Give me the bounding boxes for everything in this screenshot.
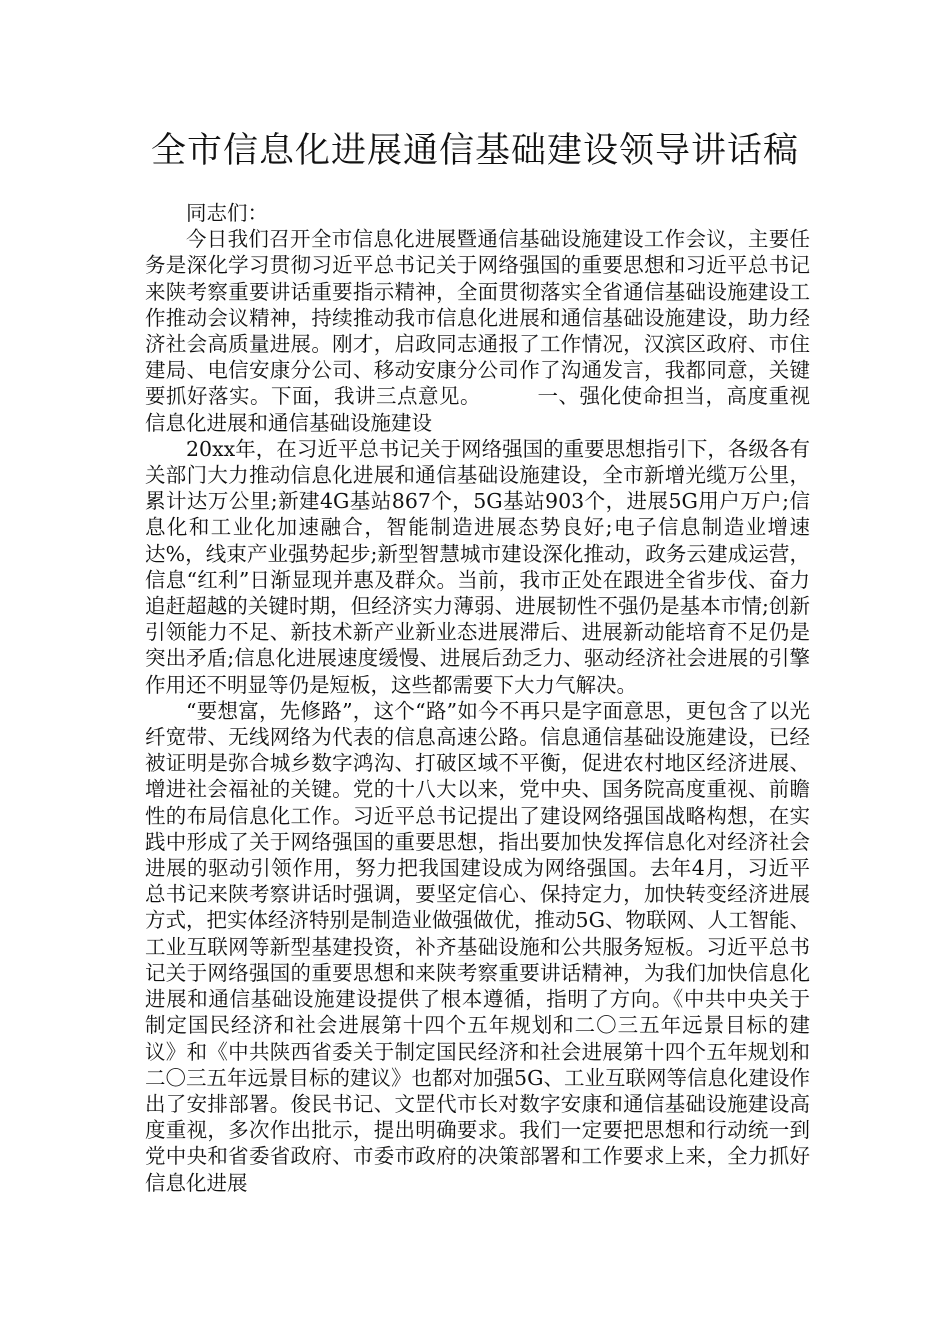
paragraph-intro-text: 今日我们召开全市信息化进展暨通信基础设施建设工作会议，主要任务是深化学习贯彻习近平总书记关于网络强国的重要思想和习近平总书记来陕考察重要讲话重要指示精神，全面贯彻落实全省通信基础设施建设工作推动会议精神，持续推动我市信息化进展和通信基础设施建设，助力经济社会高质量进展。刚才，启政同志通报了工作情况，汉滨区政府、市住建局、电信安康分公司、移动安康分公司作了沟通发言，我都同意，关键要抓好落实。下面，我讲三点意见。 bbox=[145, 227, 810, 409]
paragraph-network-strategy: “要想富，先修路”，这个“路”如今不再只是字面意思，更包含了以光纤宽带、无线网络为代表的信息高速公路。信息通信基础设施建设，已经被证明是弥合城乡数字鸿沟、打破区域不平衡，促进农村地区经济进展、增进社会福祉的关键。党的十八大以来，党中央、国务院高度重视、前瞻性的布局信息化工作。习近平总书记提出了建设网络强国战略构想，在实践中形成了关于网络强国的重要思想，指出要加快发挥信息化对经济社会进展的驱动引领作用，努力把我国建设成为网络强国。去年4月，习近平总书记来陕考察讲话时强调，要坚定信心、保持定力，加快转变经济进展方式，把实体经济特别是制造业做强做优，推动5G、物联网、人工智能、工业互联网等新型基建投资，补齐基础设施和公共服务短板。习近平总书记关于网络强国的重要思想和来陕考察重要讲话精神，为我们加快信息化进展和通信基础设施建设提供了根本遵循，指明了方向。《中共中央关于制定国民经济和社会进展第十四个五年规划和二〇三五年远景目标的建议》和《中共陕西省委关于制定国民经济和社会进展第十四个五年规划和二〇三五年远景目标的建议》也都对加强5G、工业互联网等信息化建设作出了安排部署。俊民书记、文罡代市长对数字安康和通信基础设施建设高度重视，多次作出批示，提出明确要求。我们一定要把思想和行动统一到党中央和省委省政府、市委市政府的决策部署和工作要求上来，全力抓好信息化进展 bbox=[145, 698, 810, 1195]
document-title: 全市信息化进展通信基础建设领导讲话稿 bbox=[150, 131, 799, 171]
paragraph-achievements: 20xx年，在习近平总书记关于网络强国的重要思想指引下，各级各有关部门大力推动信息化进展和通信基础设施建设，全市新增光缆万公里，累计达万公里;新建4G基站867个，5G基站903个，进展5G用户万户;信息化和工业化加速融合，智能制造进展态势良好;电子信息制造业增速达%，线束产业强势起步;新型智慧城市建设深化推动，政务云建成运营，信息“红利”日渐显现并惠及群众。当前，我市正处在跟进全省步伐、奋力追赶超越的关键时期，但经济实力薄弱、进展韧性不强仍是基本市情;创新引领能力不足、新技术新产业新业态进展滞后、进展新动能培育不足仍是突出矛盾;信息化进展速度缓慢、进展后劲乏力、驱动经济社会进展的引擎作用还不明显等仍是短板，这些都需要下大力气解决。 bbox=[145, 436, 810, 697]
salutation: 同志们： bbox=[186, 201, 268, 225]
document-body bbox=[145, 200, 810, 1196]
section-heading-1: 一、强化使命担当，高度重视信息化进展和通信基础设施建设 bbox=[145, 384, 810, 435]
paragraph-intro bbox=[145, 226, 810, 436]
